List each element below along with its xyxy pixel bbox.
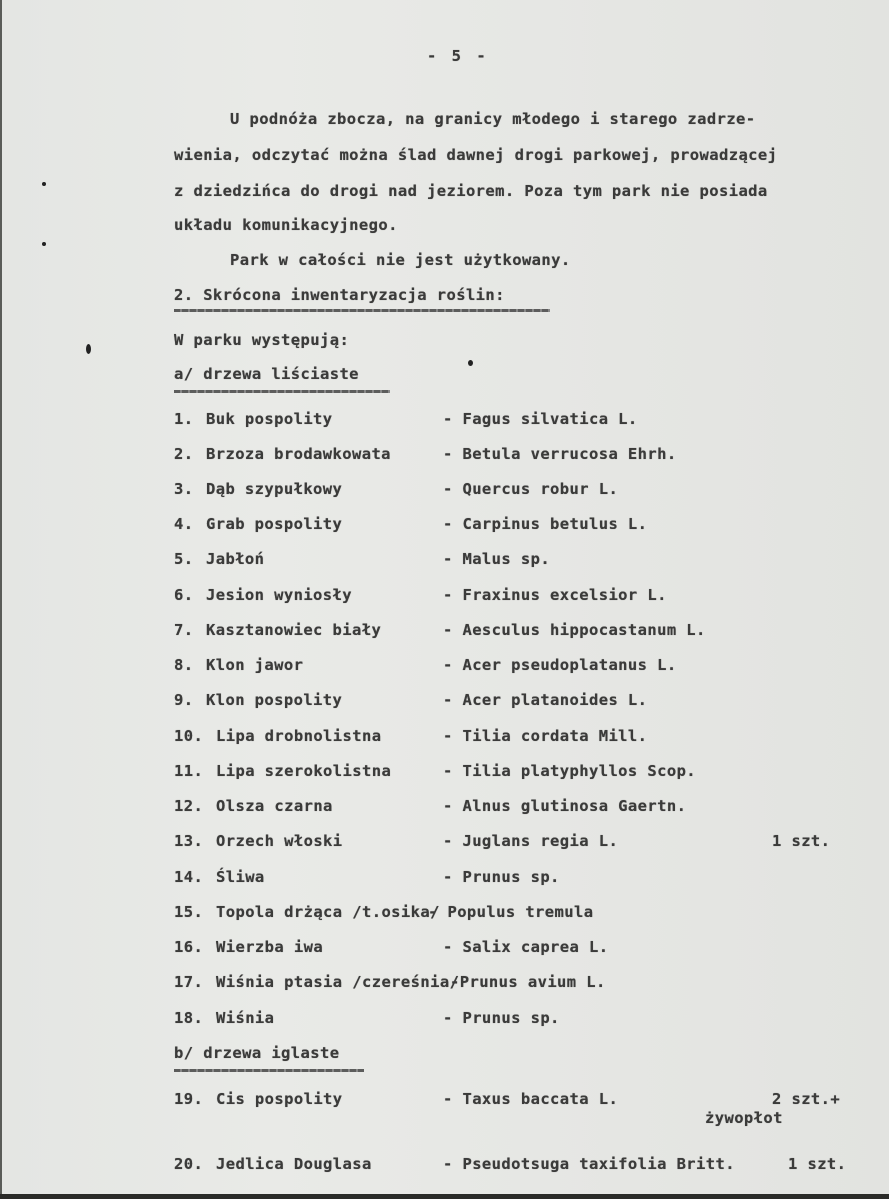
item-number: 2. (174, 445, 194, 463)
page-number: - 5 - (427, 47, 489, 65)
item-name: Olsza czarna (216, 797, 333, 815)
item-name: Cis pospolity (216, 1090, 343, 1108)
scan-speck (86, 344, 91, 354)
item-latin: - Prunus sp. (443, 1009, 560, 1027)
item-number: 5. (174, 550, 194, 568)
item-number: 10. (174, 727, 204, 745)
intro-line-1: U podnóża zbocza, na granicy młodego i starego zadrze- (230, 110, 756, 128)
item-latin: - Malus sp. (443, 550, 551, 568)
item-latin: - Prunus sp. (443, 868, 560, 886)
item-number: 6. (174, 586, 194, 604)
item-number: 1. (174, 410, 194, 428)
scan-speck (42, 242, 46, 246)
item-number: 19. (174, 1090, 204, 1108)
item-name: Buk pospolity (206, 410, 333, 428)
item-number: 9. (174, 691, 194, 709)
section-lead: W parku występują: (174, 331, 350, 349)
item-name: Jabłoń (206, 550, 265, 568)
subsection-a-underline (174, 390, 390, 393)
intro-statement: Park w całości nie jest użytkowany. (230, 251, 571, 269)
item-name: Brzoza brodawkowata (206, 445, 391, 463)
scan-speck (42, 182, 46, 186)
item-latin: - Tilia cordata Mill. (443, 727, 648, 745)
item-latin: - Aesculus hippocastanum L. (443, 621, 706, 639)
item-name: Klon pospolity (206, 691, 343, 709)
intro-line-2: wienia, odczytać można ślad dawnej drogi parkowej, prowadzącej (174, 146, 778, 164)
item-latin: - Juglans regia L. (443, 832, 619, 850)
item-latin: - Alnus glutinosa Gaertn. (443, 797, 687, 815)
item-number: 20. (174, 1155, 204, 1173)
scan-speck (468, 360, 473, 366)
item-latin: - Betula verrucosa Ehrh. (443, 445, 677, 463)
section-heading: 2. Skrócona inwentaryzacja roślin: (174, 286, 505, 304)
item-latin: - Fraxinus excelsior L. (443, 586, 667, 604)
item-name: Jedlica Douglasa (216, 1155, 372, 1173)
item-quantity-note: żywopłot (705, 1109, 783, 1127)
item-name: Orzech włoski (216, 832, 343, 850)
subsection-b-heading: b/ drzewa iglaste (174, 1044, 340, 1062)
item-name: Lipa szerokolistna (216, 762, 392, 780)
item-number: 8. (174, 656, 194, 674)
item-quantity: 2 szt.+ (772, 1090, 841, 1108)
item-latin: - Salix caprea L. (443, 938, 609, 956)
item-name: Dąb szypułkowy (206, 480, 343, 498)
section-heading-underline (174, 309, 550, 312)
item-latin: - Tilia platyphyllos Scop. (443, 762, 697, 780)
item-name: Lipa drobnolistna (216, 727, 382, 745)
item-name: Wierzba iwa (216, 938, 324, 956)
item-number: 15. (174, 903, 204, 921)
item-latin: - Acer pseudoplatanus L. (443, 656, 677, 674)
item-latin: - Fagus silvatica L. (443, 410, 638, 428)
item-latin: - Carpinus betulus L. (443, 515, 648, 533)
item-name: Grab pospolity (206, 515, 343, 533)
item-name: Kasztanowiec biały (206, 621, 382, 639)
item-latin: -Prunus avium L. (450, 973, 606, 991)
item-name: Klon jawor (206, 656, 304, 674)
item-number: 13. (174, 832, 204, 850)
subsection-b-underline (174, 1069, 364, 1072)
item-latin: - Acer platanoides L. (443, 691, 648, 709)
item-number: 7. (174, 621, 194, 639)
item-number: 18. (174, 1009, 204, 1027)
item-number: 11. (174, 762, 204, 780)
item-name: Jesion wyniosły (206, 586, 352, 604)
item-number: 17. (174, 973, 204, 991)
item-name: Wiśnia ptasia /czereśnia/ (216, 973, 460, 991)
intro-line-3: z dziedzińca do drogi nad jeziorem. Poza tym park nie posiada (174, 182, 768, 200)
item-latin: - Pseudotsuga taxifolia Britt. (443, 1155, 735, 1173)
item-latin: - Quercus robur L. (443, 480, 619, 498)
item-number: 16. (174, 938, 204, 956)
item-name: Topola drżąca /t.osika/ (216, 903, 440, 921)
scan-edge (0, 1194, 889, 1199)
item-latin: - Taxus baccata L. (443, 1090, 619, 1108)
intro-line-4: układu komunikacyjnego. (174, 216, 398, 234)
item-name: Śliwa (216, 868, 265, 886)
item-quantity: 1 szt. (772, 832, 831, 850)
item-name: Wiśnia (216, 1009, 275, 1027)
item-number: 4. (174, 515, 194, 533)
item-latin: - Populus tremula (428, 903, 594, 921)
item-number: 3. (174, 480, 194, 498)
subsection-a-heading: a/ drzewa liściaste (174, 365, 359, 383)
item-quantity: 1 szt. (788, 1155, 847, 1173)
item-number: 12. (174, 797, 204, 815)
item-number: 14. (174, 868, 204, 886)
